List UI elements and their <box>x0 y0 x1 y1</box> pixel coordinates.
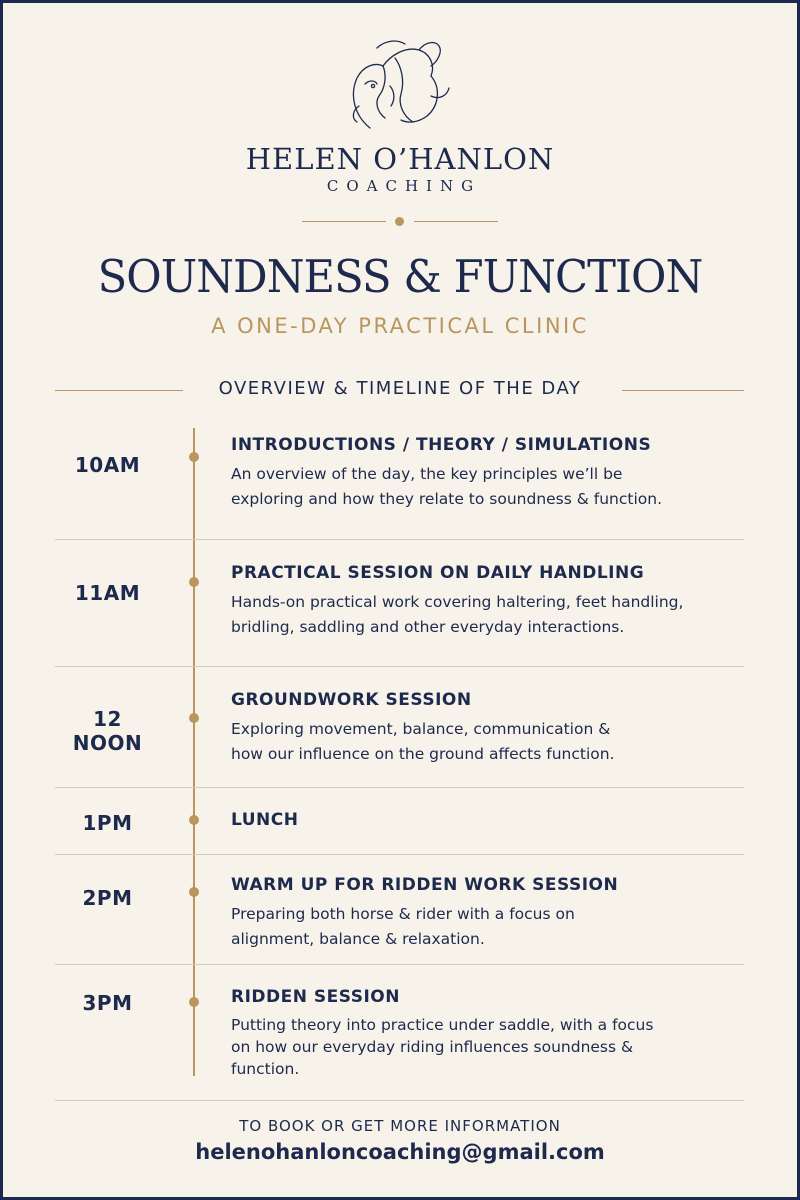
event-title: SOUNDNESS & FUNCTION <box>97 250 703 303</box>
timeline-node-dot <box>189 452 199 462</box>
horse-head-logo-icon <box>335 36 460 136</box>
overview-heading: OVERVIEW & TIMELINE OF THE DAY <box>218 378 582 399</box>
timeline-time: 10AM <box>74 453 141 477</box>
session-title: GROUNDWORK SESSION <box>231 690 472 710</box>
row-divider <box>55 666 744 667</box>
description-line: exploring and how they relate to soundness & function. <box>231 490 663 508</box>
timeline-time: 3PM <box>82 991 133 1015</box>
ornament-dot <box>395 217 404 226</box>
description-line: Preparing both horse & rider with a focus on <box>231 905 575 923</box>
timeline-time: 11AM <box>74 581 141 605</box>
booking-label: TO BOOK OR GET MORE INFORMATION <box>239 1117 561 1135</box>
session-description <box>231 717 751 767</box>
session-title: WARM UP FOR RIDDEN WORK SESSION <box>231 875 619 895</box>
overview-divider-right <box>622 390 744 391</box>
description-line: Putting theory into practice under saddle, with a focus <box>231 1016 654 1034</box>
timeline-node-dot <box>189 815 199 825</box>
description-line: how our influence on the ground affects function. <box>231 745 615 763</box>
row-divider <box>55 1100 744 1101</box>
timeline-node-dot <box>189 887 199 897</box>
row-divider <box>55 964 744 965</box>
timeline-session <box>231 687 751 767</box>
description-line: An overview of the day, the key principles we’ll be <box>231 465 623 483</box>
description-line: function. <box>231 1060 300 1078</box>
timeline-session <box>231 984 751 1080</box>
description-line: Exploring movement, balance, communication & <box>231 720 611 738</box>
description-line: on how our everyday riding influences soundness & <box>231 1038 634 1056</box>
session-description <box>231 462 751 512</box>
timeline-node-dot <box>189 713 199 723</box>
timeline-session <box>231 560 751 640</box>
session-title: LUNCH <box>231 810 299 830</box>
timeline-session <box>231 432 751 512</box>
timeline-session <box>231 807 751 833</box>
timeline-node-dot <box>189 577 199 587</box>
row-divider <box>55 539 744 540</box>
ornament-divider-left <box>302 221 386 222</box>
session-title: INTRODUCTIONS / THEORY / SIMULATIONS <box>231 435 652 455</box>
timeline-time: 2PM <box>82 886 133 910</box>
row-divider <box>55 787 744 788</box>
session-description <box>231 590 751 640</box>
session-title: PRACTICAL SESSION ON DAILY HANDLING <box>231 563 645 583</box>
session-description <box>231 1014 751 1080</box>
ornament-divider-right <box>414 221 498 222</box>
event-subtitle: A ONE-DAY PRACTICAL CLINIC <box>211 314 589 338</box>
timeline-node-dot <box>189 997 199 1007</box>
brand-name: HELEN O’HANLON <box>245 142 555 176</box>
description-line: Hands-on practical work covering haltering, feet handling, <box>231 593 684 611</box>
timeline-spine <box>193 428 195 1076</box>
session-description <box>231 902 751 952</box>
description-line: bridling, saddling and other everyday interactions. <box>231 618 625 636</box>
brand-subtitle: COACHING <box>326 177 482 195</box>
session-title: RIDDEN SESSION <box>231 987 400 1007</box>
description-line: alignment, balance & relaxation. <box>231 930 485 948</box>
timeline-time: 12 NOON <box>72 707 143 755</box>
timeline-session <box>231 872 751 952</box>
row-divider <box>55 854 744 855</box>
timeline-time: 1PM <box>82 811 133 835</box>
contact-email-link[interactable]: helenohanloncoaching@gmail.com <box>195 1140 605 1164</box>
